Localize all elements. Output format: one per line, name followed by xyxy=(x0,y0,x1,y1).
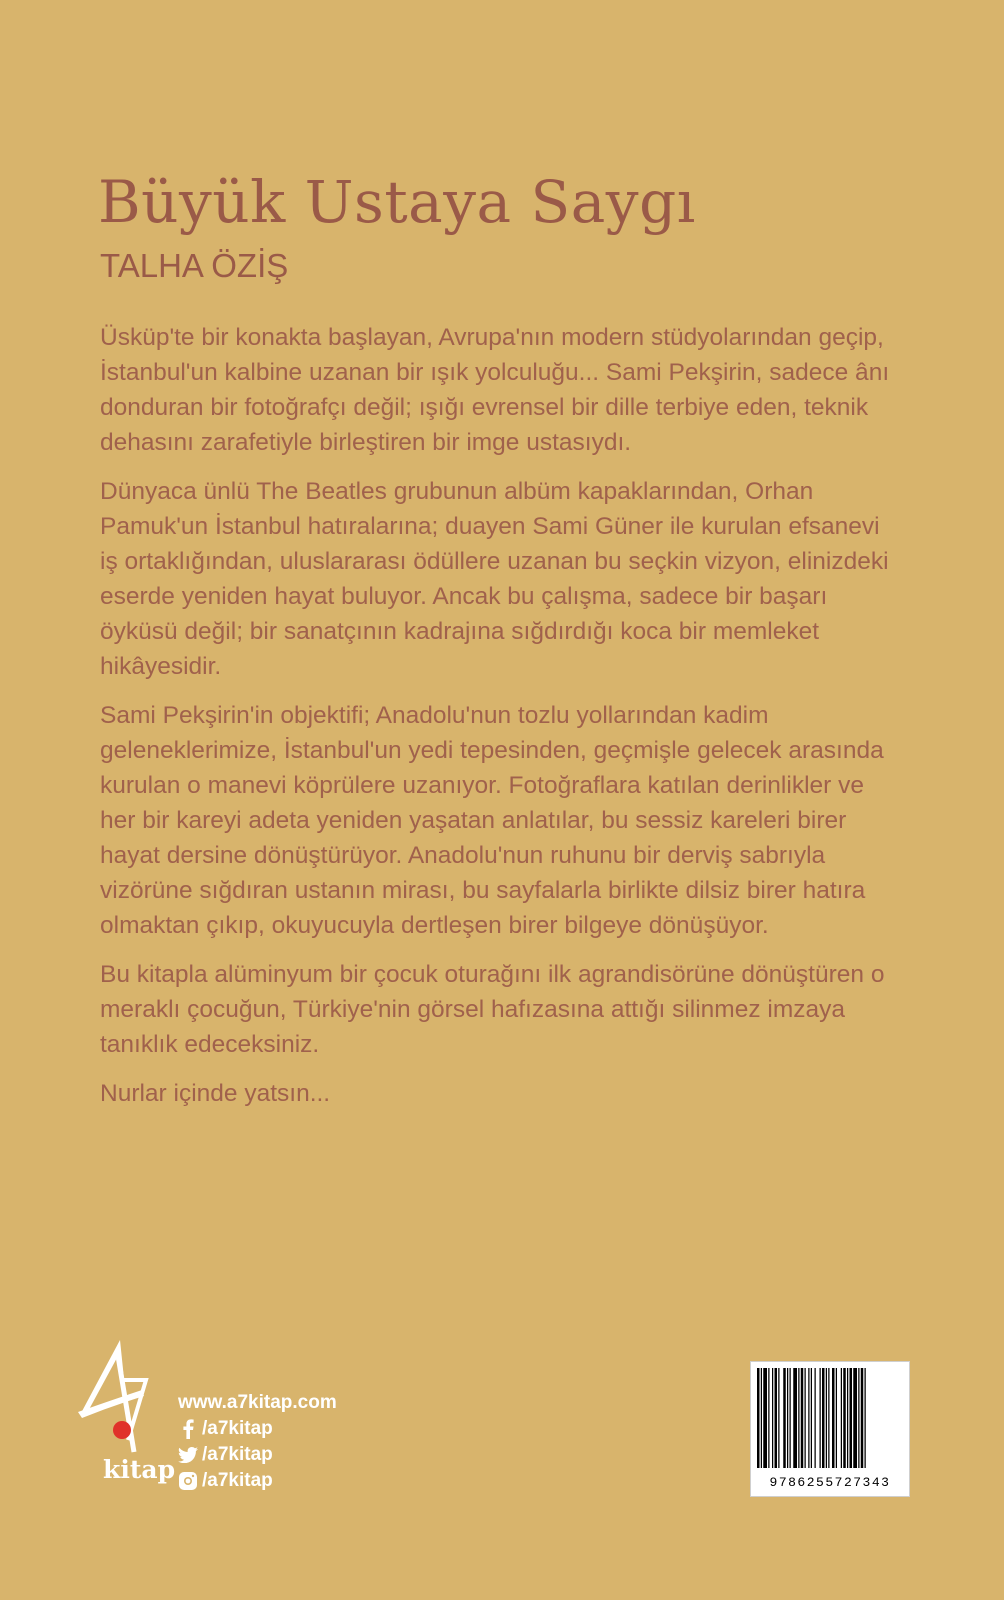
instagram-row[interactable] xyxy=(178,1468,337,1494)
twitter-row[interactable] xyxy=(178,1442,337,1468)
blurb-paragraph: Dünyaca ünlü The Beatles grubunun albüm kapaklarından, Orhan Pamuk'un İstanbul hatıralarına; duayen Sami Güner ile kurulan efsanevi iş ortaklığından, uluslararası ödüllere uzanan bu seçkin vizyon, elinizdeki eserde yeniden hayat buluyor. Ancak bu çalışma, sadece bir başarı öyküsü değil; bir sanatçının kadrajına sığdırdığı koca bir memleket hikâyesidir. xyxy=(100,478,889,680)
barcode-bars xyxy=(757,1368,903,1468)
blurb-paragraph: Üsküp'te bir konakta başlayan, Avrupa'nın modern stüdyolarından geçip, İstanbul'un kalbine uzanan bir ışık yolculuğu... Sami Pekşirin, sadece ânı donduran bir fotoğrafçı değil; ışığı evrensel bir dille terbiye eden, teknik dehasını zarafetiyle birleştiren bir imge ustasıydı. xyxy=(100,324,890,456)
instagram-icon xyxy=(178,1472,198,1490)
author-name: TALHA ÖZİŞ xyxy=(100,247,289,284)
isbn-barcode xyxy=(750,1361,910,1497)
blurb-paragraph: Bu kitapla alüminyum bir çocuk oturağını ilk agrandisörüne dönüştüren o meraklı çocuğun, Türkiye'nin görsel hafızasına attığı silinmez imzaya tanıklık edeceksiniz. xyxy=(100,961,885,1058)
blurb-paragraph: Nurlar içinde yatsın... xyxy=(100,1080,331,1107)
blurb-paragraph: Sami Pekşirin'in objektifi; Anadolu'nun tozlu yollarından kadim geleneklerimize, İstanbul'un yedi tepesinden, geçmişle gelecek arasında kurulan o manevi köprülere uzanıyor. Fotoğraflara katılan derinlikler ve her bir kareyi adeta yeniden yaşatan anlatılar, bu sessiz kareleri birer hayat dersine dönüştürüyor. Anadolu'nun ruhunu bir derviş sabrıyla vizörüne sığdıran ustanın mirası, bu sayfalarla birlikte dilsiz birer hatıra olmaktan çıkıp, okuyucuyla dertleşen birer bilgeye dönüşüyor. xyxy=(100,702,884,939)
publisher-contacts xyxy=(178,1390,337,1494)
publisher-logo-text: kitap xyxy=(103,1455,176,1484)
isbn-number: 9786255727343 xyxy=(769,1475,891,1490)
facebook-row[interactable] xyxy=(178,1416,337,1442)
website-link[interactable]: www.a7kitap.com xyxy=(178,1392,337,1413)
twitter-icon xyxy=(178,1447,198,1463)
book-title: Büyük Ustaya Saygı xyxy=(98,168,696,236)
facebook-handle[interactable]: /a7kitap xyxy=(202,1418,273,1439)
facebook-icon xyxy=(178,1419,198,1439)
twitter-handle[interactable]: /a7kitap xyxy=(202,1444,273,1465)
website-row[interactable] xyxy=(178,1390,337,1416)
instagram-handle[interactable]: /a7kitap xyxy=(202,1470,273,1491)
blurb xyxy=(100,320,900,1125)
